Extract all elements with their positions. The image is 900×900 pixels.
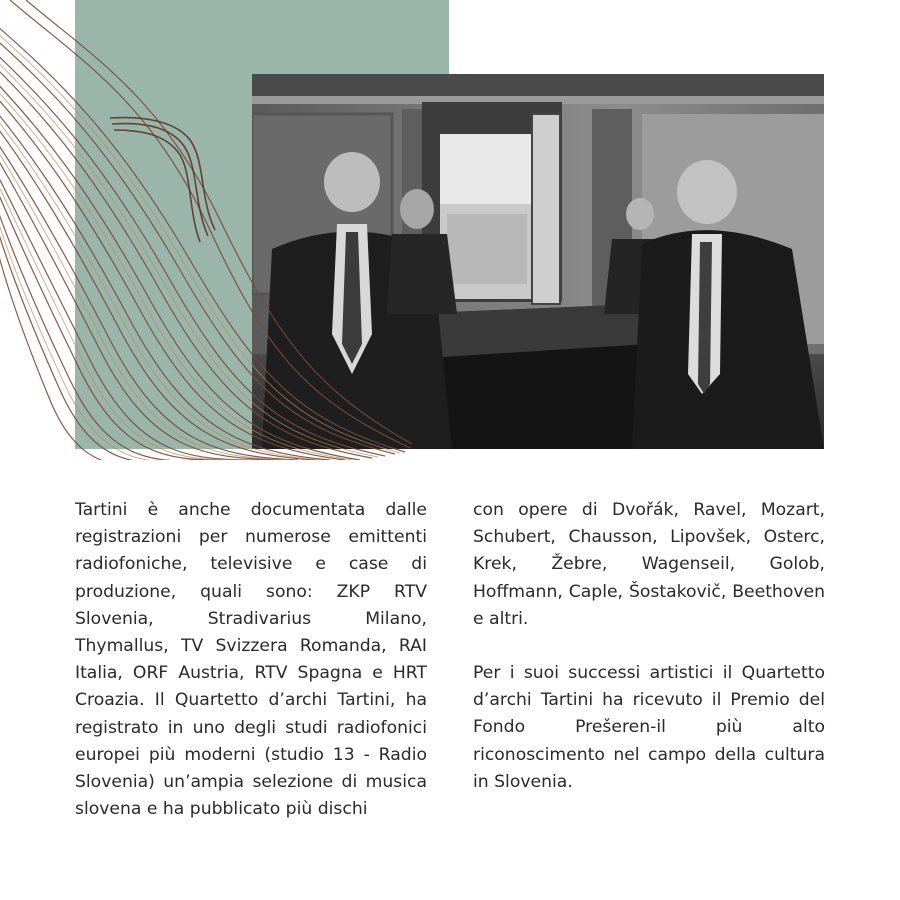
- body-paragraph: Tartini è anche documentata dalle registrazioni per numerose emittenti radiofoniche, televisive e case di produzione, quali sono: ZKP RTV Slovenia, Stradivarius Milano, Thymallus, TV Svizzera Romanda, RAI Italia, ORF Austria, RTV Spagna e HRT Croazia. Il Quartetto d’archi Tartini, ha registrato in uno degli studi radiofonici europei più moderni (studio 13 - Radio Slovenia) un’ampia selezione di musica slovena e ha pubblicato più dischi: [75, 500, 427, 820]
- left-text-column: [75, 497, 427, 823]
- right-text-column: [473, 497, 825, 796]
- body-paragraph: con opere di Dvořák, Ravel, Mozart, Schubert, Chausson, Lipovšek, Osterc, Krek, Žebre, Wagenseil, Golob, Hoffmann, Caple, Šostakovič, Beethoven e altri.: [473, 500, 825, 629]
- body-paragraph: Per i suoi successi artistici il Quartetto d’archi Tartini ha ricevuto il Premio del Fondo Prešeren-il più alto riconoscimento nel campo della cultura in Slovenia.: [473, 663, 825, 792]
- quartet-photo: [252, 74, 824, 449]
